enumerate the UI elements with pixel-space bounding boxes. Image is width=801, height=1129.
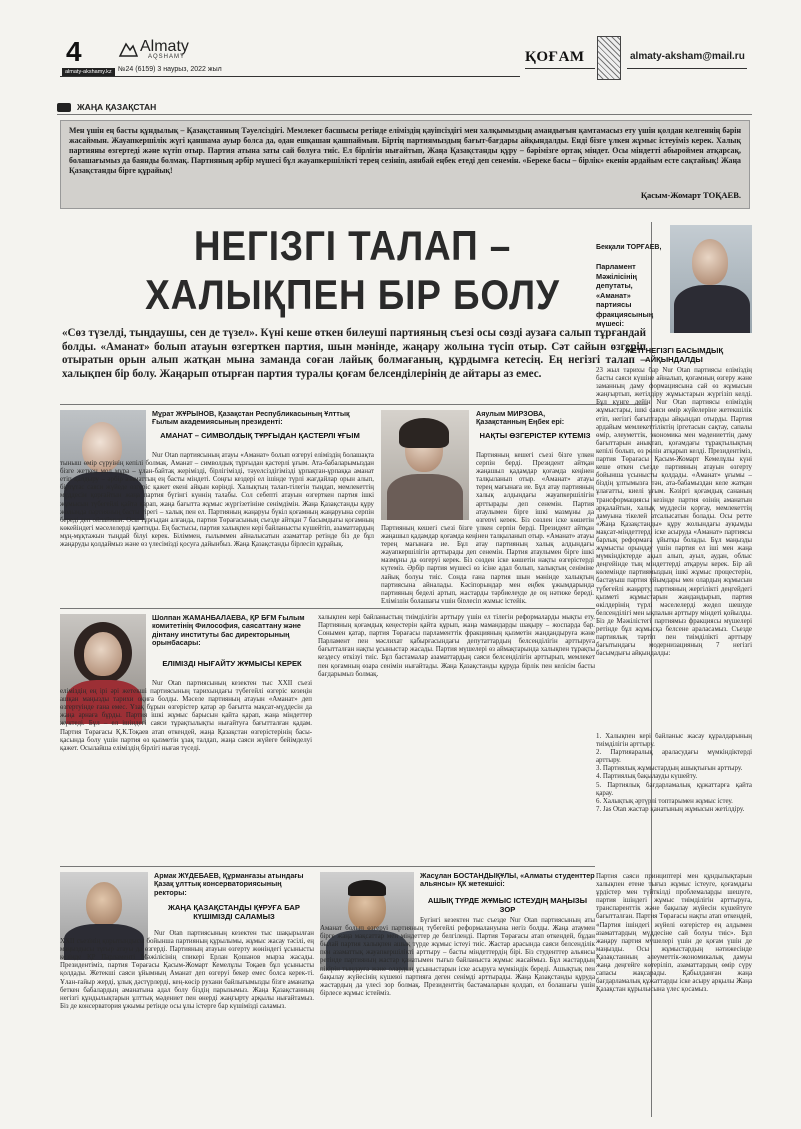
- bostandykuly-title: АШЫҚ ТҮРДЕ ЖҰМЫС ІСТЕУДІҢ МАҢЫЗЫ ЗОР: [427, 896, 588, 914]
- torgayev-suit: [674, 285, 750, 333]
- quote-author: Қасым-Жомарт ТОҚАЕВ.: [640, 190, 741, 200]
- issue-info: №24 (6159) 3 наурыз, 2022 жыл: [118, 66, 222, 73]
- zhurypov-title: АМАНАТ – СИМВОЛДЫҚ ТҰРҒЫДАН ҚАСТЕРЛІ ҰҒЫМ: [160, 431, 360, 440]
- zhurypov-name: Мұрат ЖҰРЫНОВ, Қазақстан Республикасының Ұлттық Ғылым академиясының президенті:: [152, 409, 350, 427]
- mirzova-body: Партияның кешегі съезі бізге үлкен серпін берді. Президент айтқан жаңашыл қадамдар қоғамда кеңінен талқыланып отыр. «Аманат» атауы терең мағынаға ие. Бұл атау партияның халық алдындағы жауапкершілігін арттырады деп сенемін. Партия атаулымен бірге ішкі мазмұны да өзгеруі керек. Біз сөзден іске көшетін: [476, 452, 594, 522]
- logo-main-text: Almaty: [140, 38, 189, 55]
- rubric-rule: [57, 114, 752, 115]
- zhamanbalayeva-body: Nur Otan партиясының кезектен тыс XXII съезі еліміздің ең ірі әрі жетекші партиясының тарихындағы түбегейлі өзгеріс кезеңін ашқан маңызды тарихи оқиға болды. Мәселе партияның атауын «Аманат» деп өзгертуінде ғана емес. Ұзақ бұрын өзгерістер қатар әр бағытта мақсат-мүддесін да жаңа арнаға бұрды. Партия ішкі жұмыс барысын қайта қарап, жаңа міндеттер жүктеді. Бұл – ел ішіндегі саяси тұрақтылықты нығайтуға бағытталған қадам. Партия Төрағасы Қ.К.Тоқаев атап өткендей, жаңа Қазақстан өзгерістерінің басы-қасында болу үшін партия өз қызметін ұзақ талдап, жаңа саяси жүйеге бейімделуі қажет. Осылайша еліміздің бірлігі нығая түседі.: [60, 680, 312, 752]
- headline-line-2: ХАЛЫҚПЕН БІР БОЛУ: [145, 271, 560, 318]
- zhudebayev-name: Армак ЖҮДЕБАЕВ, Құрманғазы атындағы Қазақ ұлттық консерваториясының ректоры:: [154, 871, 304, 897]
- divider-row-2: [60, 866, 595, 867]
- site-badge[interactable]: almaty-akshamy.kz: [62, 68, 115, 76]
- zhamanbalayeva-body-2: халықпен кері байланыстың тиімділігін арттыру үшін ел тілегін реформаларды мықты ету. Партияның қоғамдық кеңестерін қайта құрып, жаңа мамандарды шақыру – жоспарда бар. Сонымен қатар, партия Төрағасы парламенттік фракцияның қызметін жандандыруға және Парламент пен мәслихат қабырғасындағы депутаттардың белсенділігін арттыруға бағытталған нақты ұсыныстар жасады. Партия мүшелері өз аймақтарында халықпен тұрақты кездесу өткізуі тиіс. Бұл бастамалар азаматтардың саяси белсенділігін арттырып, мемлекет пен қоғамның өзара сенімін нығайтады. Жаңа Қазақстанды құруда бірлік пен келісім басты бағдарымыз болмақ.: [318, 614, 595, 678]
- list-item: 7. Jas Otan жастар қанатының жұмысын жетілдіру.: [596, 805, 745, 813]
- bostandykuly-hair: [348, 880, 386, 896]
- rubric: [57, 101, 752, 115]
- newspaper-logo: [118, 38, 218, 62]
- mirzova-body-continued: [381, 525, 594, 603]
- bostandykuly-body: Бүгінгі кезектен тыс съезде Nur Otan партиясының аты Аманат болып өзгеруі партияның түбегейлі реформалануына негіз болды. Жаңа атаумен бірге жаңа мақсаттар мен міндеттер де белгіленді. Партия Төрағасы атап өткендей, бұдан былай партия халықпен ашық түрде жұмыс істеуі тиіс. Жастар арасында саяси белсенділік пен азаматтық жауапкершілікті арттыру – басты міндеттердің бірі. Біз студенттер альянсы ретінде партияның жастар қанатымен тығыз байланыста жұмыс жасаймыз. Бұл жастардың пікірін тыңдауға және олардың ұсыныстарын іске асыруға мүмкіндік береді. Ашықтық пен бақылау жүйесінің күшеюі партияға деген сенімді арттырады. Жаңа Қазақстанды құруда жастардың да үлесі зор болмақ. Президенттің бастамаларын қолдап, ел болашағы үшін бірлесе жұмыс істейміз.: [320, 917, 595, 997]
- rubric-marker-icon: [57, 103, 71, 112]
- torgayev-list: [596, 733, 752, 814]
- page-number: 4: [66, 36, 82, 67]
- masthead: [0, 0, 801, 95]
- list-item: 5. Партиялық бағдарламалық құжаттарға қайта қарау.: [596, 781, 752, 797]
- zhudebayev-body: Nur Otan партиясының кезектен тыс шақырылған XXII съезінің қорытындысы бойынша партияның құрылымы, жұмыс жасау тәсілі, ең маңыздысы тұғыр атауы да өзгерді. Партияның атауын өзгерту жөніндегі ұсынысты кезінде ҚР Парламенті Мәжілісінің спикері Ерлан Қошанов мырза жасады. Президентіміз, партия Төрағасы Қасым-Жомарт Кемелұлы Тоқаев бұл ұсынысты қолдады. Жетекші саяси ұйымның Аманат деп өзгеруі бекер емес болса керек-ті. Ұлан-ғайыр жерді, ұлық дәстүрлерді, кең-көсір рухани байлығымызды бізге аманатқа беткен бабалардың аманатына адал болу біздің парызымыз. Жаңа Қазақстанның негізгі құндылықтарын ұлттық мәдениет пен өнерді жаңғырту арқылы нығайтамыз. Біз де консерватория ұжымы ретінде осы ұлы істерге бар күшімізді саламыз.: [60, 930, 314, 1010]
- mirzova-hair: [399, 418, 449, 448]
- rubric-label: ЖАҢА ҚАЗАҚСТАН: [77, 102, 157, 112]
- logo-sub-text: AQSHAMY: [148, 54, 186, 60]
- mirzova-name: Аяулым МИРЗОВА, Қазақстанның Еңбек ері:: [476, 409, 565, 427]
- mirzova-body-cont-text: Партияның кешегі съезі бізге үлкен серпін берді. Президент айтқан жаңашыл қадамдар қоғамда кеңінен талқыланып отыр. «Аманат» атауы терең мағынаға ие. Бұл атау партияның халық алдындағы жауапкершілігін арттырады деп сенемін. Партия атаулымен бірге ішкі мазмұны да өзгеруі керек. Біз сөзден іске көшетін нақты өзгерістерді күтеміз. Әрбір партия мүшесі өз ісіне адал болып, халықтың сеніміне лайық болуы тиіс. Сонда ғана партия шын мәнінде халықтың партиясына айналады. Кәсіпорындар мен еңбек ұжымдарында партияның беделі артып, жастарды тәрбиелеуде де оң нәтиже береді. Еліміздің болашағы үшін бірлесіп жұмыс істейік.: [381, 525, 594, 603]
- zhurypov-body: Nur Otan партиясының атауы «Аманат» болып өзгеруі еліміздің болашақта тыныш өмір сүруінің кепілі болмақ. Аманат – символдық тұрғыдан қастерлі ұғым. Ата-бабаларымыздан бізге жеткен мол мұра – ұлан-байтақ жерімізді, бірлігімізді, тәуелсіздігімізді ұрпақтан-ұрпаққа аманат етіп қалдыру – әрбір азаматтың ең басты міндеті. Соңғы кездері ел ішінде түрлі жағдайлар орын алып, біртұтас саяси жүйеде өзгеріс қажет екені айқын көрінді. Халықтың талап-тілегін тыңдап, мемлекеттің мүддесін қорғайтын жаңа партия бүгінгі күннің талабы. Сол себепті атауын өзгерткен партия ішкі жұмысын түбегейлі қайта қарап, жаңа бағытта жұмыс жүргізетініне сенімдімін. Жаңа Қазақстанды құру жолында партияның басты тірегі – халық пен ел. Партияның жаңаруы бүкіл қоғамның жаңаруына серпін береді деп ойлаймын. Осы тұрғыдан алғанда, партия Төрағасының съезде айтқан 7 басымдығы қоғамның көкейіндегі мәселелерді қамтиды. Ең бастысы, партия халықпен кері байланысты күшейтіп, азаматтардың мұң-мұқтажын тыңдай білуі керек. Біліммен, ғылыммен айналысатын азаматтар ретінде біз де бұл жаңаруды қолдаймыз және өз үлесімізді қосуға дайынбыз. Жаңа Қазақстанды бірлесіп құрайық.: [60, 452, 374, 549]
- zhudebayev-title: ЖАҢА ҚАЗАҚСТАНДЫ ҚҰРУҒА БАР КҮШІМІЗДІ САЛАМЫЗ: [168, 903, 300, 921]
- email-link[interactable]: almaty-aksham@mail.ru: [630, 51, 745, 62]
- quote-text: Мен үшін ең басты құндылық – Қазақстанның Тәуелсіздігі. Мемлекет басшысы ретінде еліміздің қауіпсіздігі мен халқымыздың амандығын қамтамасыз ету үшін қолдан келгеннің бәрін жасаймын. Жауапкершілік жүгі қаншама ауыр болса да, одан ешқашан қашпаймын. Біртің партиямыздың бағыт-бағдары айқындалды. Енді бізге үлкен жұмыс істеуіміз керек. Халық партияны өзгертеді және күтіп отыр. Партия атына заты сай болуға тиіс. Ел бірлігін нығайтып, Жаңа Қазақстанды құру – бәрімізге ортақ міндет. Осы міндетті абыроймен атқарсақ, болашағымыз да баянды болмақ. Партияның әрбір мүшесі бұл жауапкершілікті терең сезініп, аянбай еңбек етеді деп сенемін. «Береке басы – бірлік» екенін әрдайым есте сақтайық! Жаңа Қазақстанды бірге құрайық!: [69, 126, 741, 176]
- masthead-rule-left: [60, 76, 520, 77]
- torgayev-photo: [670, 225, 752, 333]
- lead-paragraph: «Сөз түзелді, тыңдаушы, сен де түзел». Күні кеше өткен билеуші партияның съезі осы сөзді аузаға салып тұрғандай болды. «Аманат» болып атауын өзгерткен партия, шын мәнінде, жаңару жолына түсіп отыр. Сәт сайын өзгеріп отыратын орын алып жатқан мына заманда соған лайық болмағаның, құрдымға кетесің. Ең негізгі талап – халықпен бір болу. Жаңарып отырған партия туралы қоғам белсенділерінің де айтары аз емес.: [62, 327, 646, 380]
- mirzova-clothes: [387, 474, 463, 520]
- list-item: 4. Партиялық бақылауды күшейту.: [596, 773, 698, 781]
- zhamanbalayeva-title: ЕЛІМІЗДІ НЫҒАЙТУ ЖҰМЫСЫ КЕРЕК: [162, 659, 302, 668]
- ornament-icon: [597, 36, 621, 80]
- bostandykuly-name: Жасұлан БОСТАНДЫҚҰЛЫ, «Алматы студенттер альянсы» ҚК жетекшісі:: [420, 871, 595, 889]
- torgayev-role: Парламент Мәжілісінің депутаты, «Аманат» партиясы фракциясының мүшесі:: [596, 262, 654, 328]
- divider-row-1: [60, 608, 595, 609]
- president-quote-box: [60, 120, 750, 209]
- mirzova-photo: [381, 410, 469, 520]
- zhamanbalayeva-name: Шолпан ЖАМАНБАЛАЕВА, ҚР БҒМ Ғылым комитетінің Философия, саясаттану және дінтану институты бас директорының орынбасары:: [152, 613, 305, 647]
- zhamanbalayeva-face: [84, 632, 122, 676]
- list-item: 6. Халықтық әртүрлі топтарымен жұмыс істеу.: [596, 797, 733, 805]
- masthead-rule-right2: [627, 68, 747, 69]
- headline: [60, 222, 645, 324]
- logo-mountain-icon: [118, 40, 138, 58]
- zhudebayev-face: [86, 882, 122, 926]
- torgayev-body: 23 жыл тарихы бар Nur Otan партиясы еліміздің басты саяси күшіне айналып, қоғамның өзгеру және заманның даму формациясына сай өз жұмысын жаңғыртып, жетілдіру жұмыстарын жүргізіп келді. Бұл күнге дейін Nur Otan партиясы еліміздің жұмыстары, ішкі саяси өмір жүйелеріне жетекшілік етіп, негізгі бағыттарды айқындап отырды. Партия әрдайым мемлекеттіліктің іргетасын сақтау, сапалы өмір, әлеуметтік, экономика мен мәдениеттің даму бағыттарын анықтап, қоғамдағы тұрақтылықтың кепілі болып, өз рөлін атқарып келді. Президентіміз, партия Төрағасы Қасым-Жомарт Кемелұлы күні кеше өткен съезде партияның атауын өзгерту бойынша үсынысты қолдады. «Аманат» ұғымы – біздің ұлтымызға тән, ата-бабамыздан келе жатқан ұлағатты, киелі ұғым. Кәзіргі қоғамдық сананың трансформациясы кезінде партия өзінің аманатын арқалайтын, халық мүддесін қорғау, мемлекеттің дамуына тікелей атсалысатын болады. Осы ретте «Жаңа Қазақстанды» құру жолындағы ауқымды мақсат-міндеттерді іске асыруда «Аманат» партиясы барлық реформаға ұйытқы болады. Бұл маңызды жұмысты орындау үшін партия ел іші мен жаңа мүмкіндіктерде ақыл алып, ауыл, аудан, облыс деңгейінде тың міндеттерді атқаруы керек. Бір ай көлемінде партиямыздың ішкі жұмыс процестерін, бастауыш партия ұйымдары мен олардың жұмысын түбегейлі жаңарту, партияның жергілікті деңгейдегі қызметі жұмыстарын жандандырып, партия өкілдерінің түрлі мәселелерді жедел шешуде белсенділігі мен ықпалын арттыру міндеті қойылды. Біз де Мәжілістегі партиямыз фракциясы мүшелері ретінде бұл жұмысқа белсене араласамыз. Съезде партиялық тәртіп пен тиімділікті арттыру бағытындағы модернизацияның 7 негізгі басымдығы айқындалды:: [596, 367, 752, 658]
- list-item: 3. Партиялық жұмыстардың ашықтығын арттыру.: [596, 765, 743, 773]
- section-title: ҚОҒАМ: [525, 49, 585, 65]
- list-item: 2. Партияаралық араласудағы мүмкіндіктерді арттыру.: [596, 749, 752, 765]
- torgayev-body-2: Партия саяси принциптері мен құндылықтарын халықпен етене тығыз жұмыс істеуге, қоғамдағы ұрдістер мен түйткілді проблемаларды шешуге, партия ішіндегі жұмыс тиімділігін арттыруға, транспаренттік және бақылау жүйесін күшейтуге бағытталған. Партия Төрағасы нақты атап өткендей, «Партия ішіндегі жүйелі өзгерістер ең алдымен азаматтардың мүддесіне сай болуы тиіс». Бұл жаңару партия мүшелері үшін де қоғам үшін де маңызды. Осы жұмыстардың нәтижесінде Қазақстанның әлеуметтік-экономикалық дамуы жаңа деңгейге көтеріліп, азаматтардың өмір сүру сапасы жақсарады. Қабылданған жаңа бағдарламалық құжаттарды іске асыру арқылы Жаңа Қазақстан құрылысына үлес қосамыз.: [596, 873, 752, 994]
- masthead-rule-right: [525, 68, 595, 69]
- torgayev-face: [692, 239, 728, 285]
- divider-lead: [60, 404, 648, 405]
- mirzova-title: НАҚТЫ ӨЗГЕРІСТЕР КҮТЕМІЗ: [479, 431, 591, 440]
- headline-line-1: НЕГІЗГІ ТАЛАП –: [193, 222, 512, 269]
- list-item: 1. Халықпен кері байланыс жасау құралдарының тиімділігін арттыру.: [596, 733, 752, 749]
- torgayev-name: Бекқали ТОРҒАЕВ,: [596, 244, 662, 251]
- torgayev-title: ЖЕТІ НЕГІЗГІ БАСЫМДЫҚ АЙҚЫНДАЛДЫ: [624, 346, 724, 364]
